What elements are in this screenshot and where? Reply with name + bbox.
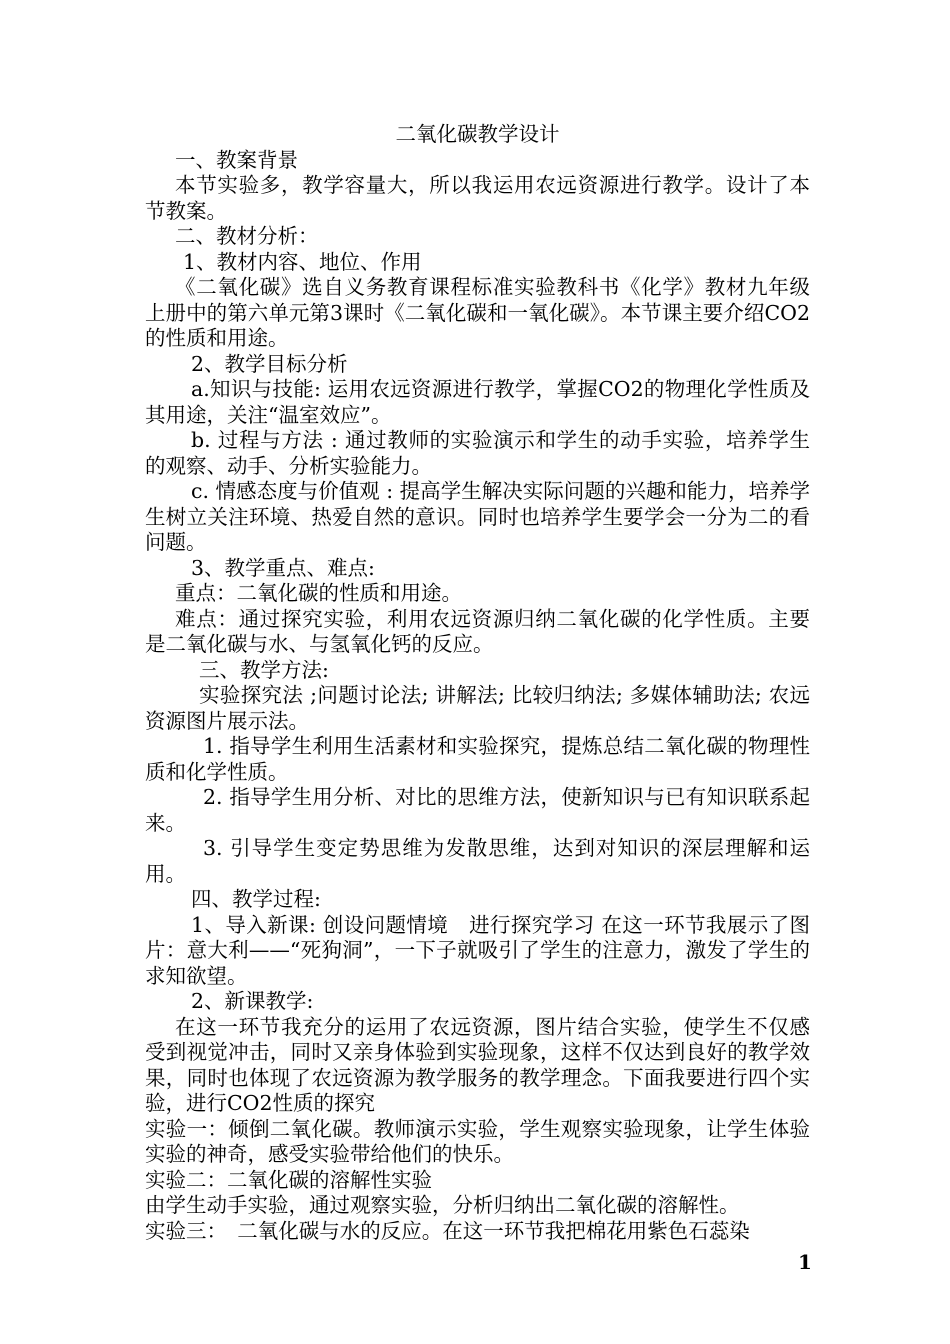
paragraph-material-content: 《二氧化碳》选自义务教育课程标准实验教科书《化学》教材九年级上册中的第六单元第3课时《二氧化碳和一氧化碳》。本节课主要介绍CO2的性质和用途。 xyxy=(145,275,810,350)
paragraph-experiment-2-heading: 实验二：二氧化碳的溶解性实验 xyxy=(145,1167,432,1192)
paragraph-difficult-point: 难点：通过探究实验，利用农远资源归纳二氧化碳的化学性质。主要是二氧化碳与水、与氢氧化钙的反应。 xyxy=(145,606,810,656)
document-body xyxy=(145,122,810,1244)
paragraph-objective-b: b. 过程与方法 : 通过教师的实验演示和学生的动手实验，培养学生的观察、动手、分析实验能力。 xyxy=(145,428,810,478)
section-heading-material-analysis: 二、教材分析： xyxy=(175,224,319,248)
page-number: 1 xyxy=(798,1250,812,1274)
paragraph-experiment-2: 由学生动手实验，通过观察实验，分析归纳出二氧化碳的溶解性。 xyxy=(145,1193,740,1217)
paragraph-objective-c: c. 情感态度与价值观 : 提高学生解决实际问题的兴趣和能力，培养学生树立关注环境、热爱自然的意识。同时也培养学生要学会一分为二的看问题。 xyxy=(145,479,810,554)
paragraph-experiment-3: 实验三： 二氧化碳与水的反应。在这一环节我把棉花用紫色石蕊染 xyxy=(145,1218,750,1243)
subheading-objectives: 2、教学目标分析 xyxy=(191,351,348,376)
subheading-key-points: 3、教学重点、难点: xyxy=(191,555,375,580)
paragraph-new-lesson: 在这一环节我充分的运用了农远资源，图片结合实验，使学生不仅感受到视觉冲击，同时又亲身体验到实验现象，这样不仅达到良好的教学效果，同时也体现了农远资源为教学服务的教学理念。下面我要进行四个实验，进行CO2性质的探究 xyxy=(145,1014,810,1115)
subheading-new-lesson: 2、新课教学: xyxy=(191,989,314,1013)
section-heading-process: 四、教学过程: xyxy=(191,887,321,911)
paragraph-experiment-1: 实验一：倾倒二氧化碳。教师演示实验，学生观察实验现象，让学生体验实验的神奇，感受实验带给他们的快乐。 xyxy=(145,1116,810,1166)
paragraph-method-2: 2. 指导学生用分析、对比的思维方法，使新知识与已有知识联系起来。 xyxy=(145,785,810,835)
paragraph-method-3: 3. 引导学生变定势思维为发散思维，达到对知识的深层理解和运用。 xyxy=(145,836,810,886)
section-heading-methods: 三、教学方法: xyxy=(199,657,329,682)
paragraph-objective-a: a.知识与技能: 运用农远资源进行教学，掌握CO2的物理化学性质及其用途，关注“温室效应”。 xyxy=(145,377,810,427)
paragraph-background: 本节实验多，教学容量大，所以我运用农远资源进行教学。设计了本节教案。 xyxy=(145,173,810,223)
paragraph-key-point: 重点：二氧化碳的性质和用途。 xyxy=(175,581,462,605)
paragraph-introduction: 1、导入新课: 创设问题情境 进行探究学习 在这一环节我展示了图片：意大利——“死狗洞”，一下子就吸引了学生的注意力，激发了学生的求知欲望。 xyxy=(145,912,810,988)
paragraph-method-1: 1. 指导学生利用生活素材和实验探究，提炼总结二氧化碳的物理性质和化学性质。 xyxy=(145,734,810,784)
section-heading-background: 一、教案背景 xyxy=(175,147,298,172)
document-title: 二氧化碳教学设计 xyxy=(395,122,560,146)
paragraph-methods-list: 实验探究法 ;问题讨论法; 讲解法; 比较归纳法; 多媒体辅助法; 农远资源图片展示法。 xyxy=(145,683,810,733)
subheading-content-position: 1、教材内容、地位、作用 xyxy=(183,249,422,274)
